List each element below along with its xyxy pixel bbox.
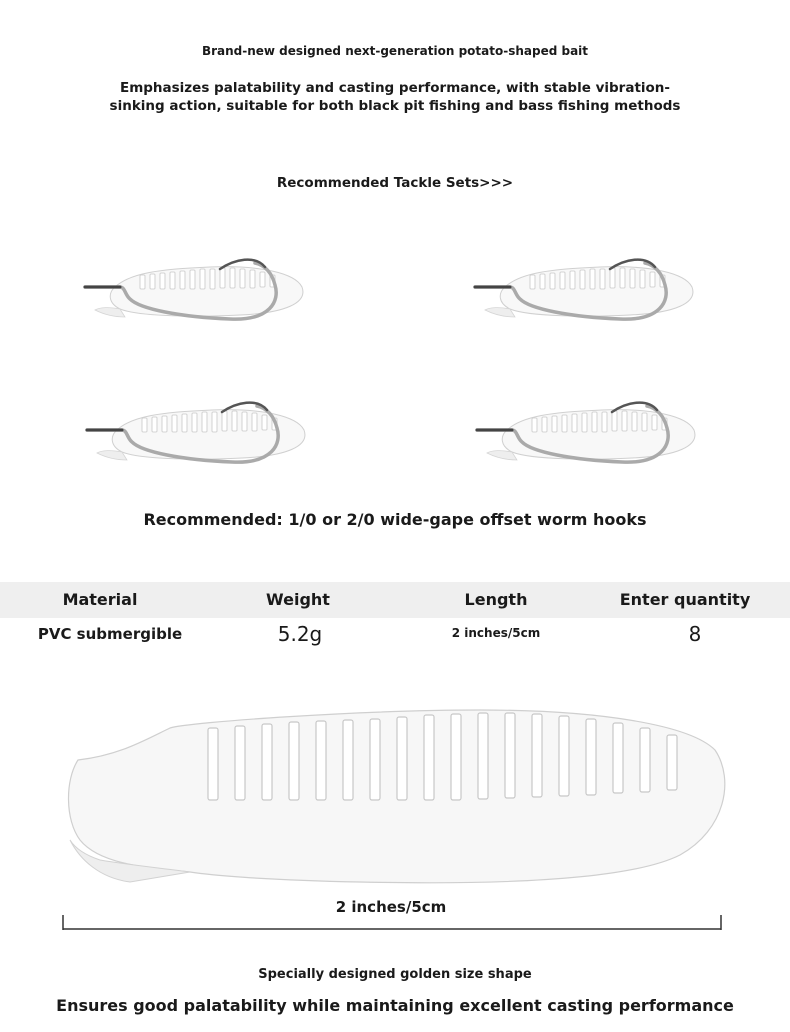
spec-header-material: Material	[62, 590, 138, 609]
size-label: 2 inches/5cm	[335, 898, 447, 916]
footer-subtitle: Specially designed golden size shape	[258, 967, 532, 982]
spec-header-length: Length	[464, 590, 528, 609]
spec-header-weight: Weight	[266, 590, 330, 609]
description-line-1: Emphasizes palatability and casting performance, with stable vibration-	[119, 80, 671, 96]
rigged-bait-image-2	[470, 245, 710, 345]
description	[0, 79, 790, 115]
tackle-title: Recommended Tackle Sets>>>	[276, 175, 514, 191]
spec-value-quantity: 8	[688, 622, 702, 646]
spec-value-weight: 5.2g	[277, 622, 323, 646]
rigged-bait-image-1	[80, 245, 320, 345]
spec-value-length: 2 inches/5cm	[451, 626, 541, 640]
length-ruler	[62, 915, 722, 931]
spec-value-material: PVC submergible	[37, 625, 183, 643]
rigged-bait-image-3	[82, 388, 322, 488]
spec-header-quantity: Enter quantity	[619, 590, 751, 609]
rigged-bait-image-4	[472, 388, 712, 488]
description-line-2: sinking action, suitable for both black pit fishing and bass fishing methods	[109, 98, 681, 114]
hook-recommendation: Recommended: 1/0 or 2/0 wide-gape offset worm hooks	[143, 510, 647, 529]
headline: Brand-new designed next-generation potato-shaped bait	[201, 44, 589, 58]
footer-tagline: Ensures good palatability while maintaining excellent casting performance	[56, 996, 734, 1015]
bait-side-view-image	[60, 700, 730, 900]
